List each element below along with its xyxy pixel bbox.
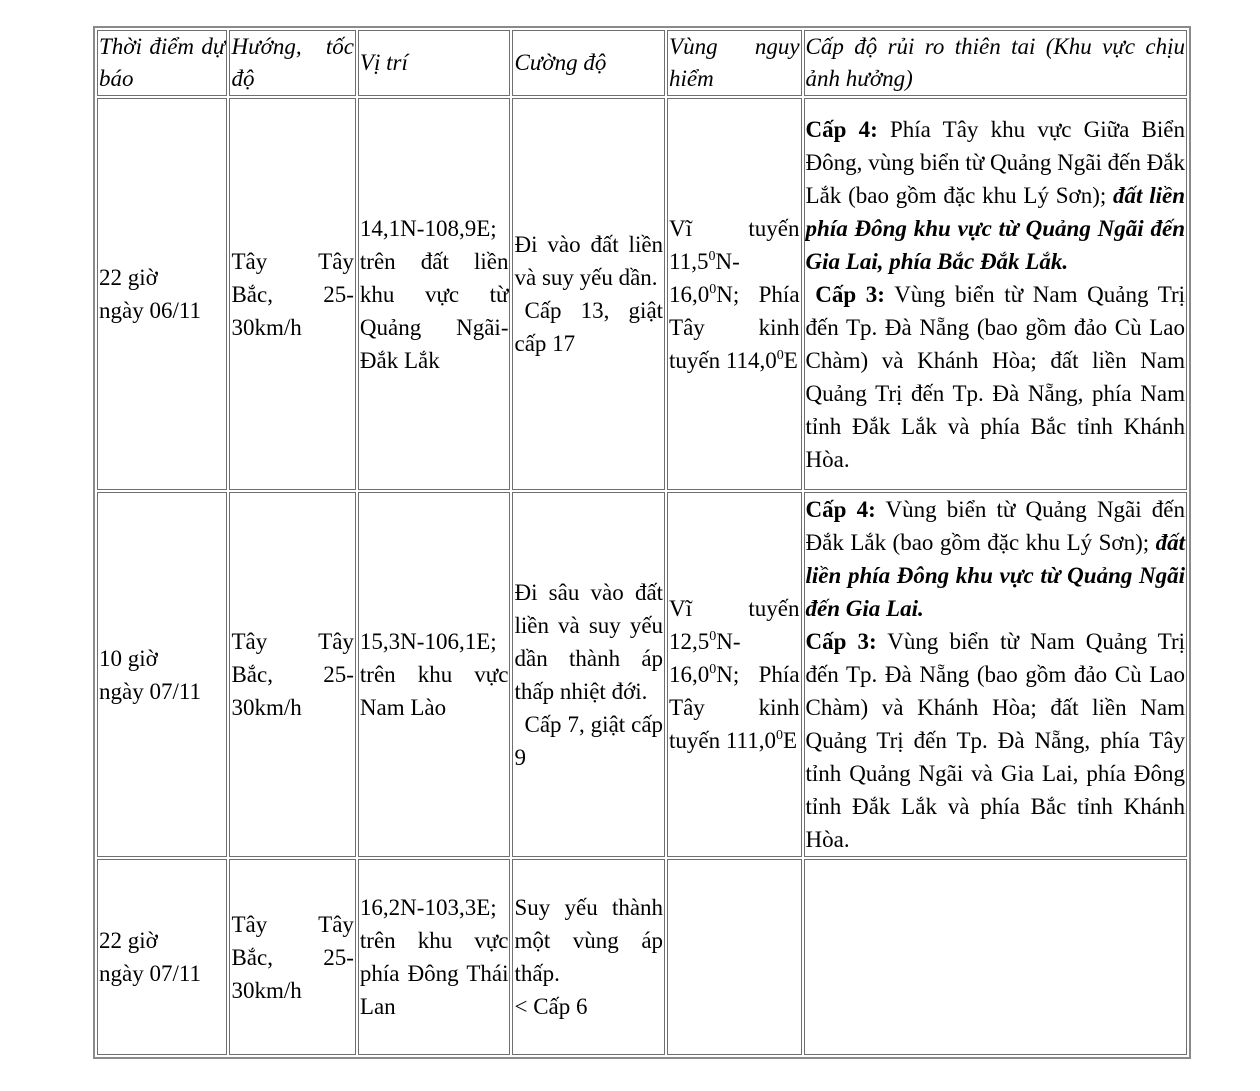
intensity-cell <box>512 492 665 857</box>
risk-level-4-emphasis: đất liền phía Đông khu vực từ Quảng Ngãi đến Gia Lai. <box>805 530 1185 621</box>
risk-level-4-label: Cấp 4: <box>805 116 878 142</box>
danger-zone-cell <box>667 98 801 490</box>
degree-sign: 0 <box>709 662 717 677</box>
intensity-description: Đi sâu vào đất liền và suy yếu dần thành áp thấp nhiệt đới. <box>514 579 664 704</box>
degree-sign: 0 <box>776 347 784 363</box>
danger-zone-text: N-16,0 <box>669 248 740 307</box>
risk-level-3-label: Cấp 3: <box>815 281 885 307</box>
risk-level-cell <box>804 98 1187 490</box>
risk-level-4-label: Cấp 4: <box>805 497 876 522</box>
forecast-time-hour: 10 giờ <box>99 645 158 671</box>
risk-level-4-text: Vùng biển từ Quảng Ngãi đến Đắk Lắk (bao gồm đặc khu Lý Sơn); <box>805 497 1186 555</box>
degree-sign: 0 <box>709 629 717 644</box>
danger-zone-text: N-16,0 <box>669 629 741 687</box>
danger-zone-cell <box>667 492 801 857</box>
direction-speed-cell: Tây Tây Bắc, 25-30km/h <box>229 859 355 1055</box>
direction-speed-cell: Tây Tây Bắc, 25-30km/h <box>229 98 355 490</box>
risk-level-4-text: Phía Tây khu vực Giữa Biển Đông, vùng biển từ Quảng Ngãi đến Đắk Lắk (bao gồm đặc khu Lý Sơn); <box>805 116 1185 208</box>
header-direction-speed: Hướng, tốc độ <box>229 30 355 96</box>
intensity-description: Suy yếu thành một vùng áp thấp. <box>514 895 664 986</box>
direction-speed-cell: Tây Tây Bắc, 25-30km/h <box>229 492 355 857</box>
danger-zone-text: N; Phía Tây kinh tuyến 114,0 <box>669 281 800 373</box>
degree-sign: 0 <box>775 728 783 743</box>
danger-zone-cell <box>667 859 801 1055</box>
storm-forecast-table <box>93 26 1191 1059</box>
intensity-cell <box>512 859 665 1055</box>
intensity-description: Đi vào đất liền và suy yếu dần. <box>514 232 664 290</box>
forecast-sheet <box>93 26 1191 1059</box>
risk-level-3-label: Cấp 3: <box>805 629 877 654</box>
position-cell: 14,1N-108,9E; trên đất liền khu vực từ Quảng Ngãi-Đắk Lắk <box>358 98 511 490</box>
header-forecast-time: Thời điểm dự báo <box>97 30 227 96</box>
header-risk-level: Cấp độ rủi ro thiên tai (Khu vực chịu ảnh hưởng) <box>804 30 1187 96</box>
forecast-time-date: ngày 07/11 <box>99 678 201 704</box>
table-row <box>97 492 1187 857</box>
risk-level-cell <box>804 492 1187 857</box>
header-position: Vị trí <box>358 30 511 96</box>
risk-level-4-emphasis: đất liền phía Đông khu vực từ Quảng Ngãi đến Gia Lai, phía Bắc Đắk Lắk. <box>805 182 1185 274</box>
danger-zone-text: N; Phía Tây kinh tuyến 111,0 <box>669 662 800 753</box>
position-cell: 16,2N-103,3E; trên khu vực phía Đông Thái Lan <box>358 859 511 1055</box>
danger-zone-text: E <box>783 347 798 373</box>
header-intensity: Cường độ <box>512 30 665 96</box>
risk-level-cell <box>804 859 1187 1055</box>
forecast-time-hour: 22 giờ <box>99 265 158 290</box>
danger-zone-text: Vĩ tuyến 12,5 <box>669 596 800 654</box>
position-cell: 15,3N-106,1E; trên khu vực Nam Lào <box>358 492 511 857</box>
table-header-row <box>97 30 1187 96</box>
intensity-level: Cấp 7, giật cấp 9 <box>514 711 664 770</box>
intensity-level: < Cấp 6 <box>514 994 588 1019</box>
forecast-time-hour: 22 giờ <box>99 928 158 953</box>
danger-zone-text: E <box>782 728 798 753</box>
intensity-level: Cấp 13, giật cấp 17 <box>514 298 664 356</box>
risk-level-3-text: Vùng biển từ Nam Quảng Trị đến Tp. Đà Nẵng (bao gồm đảo Cù Lao Chàm) và Khánh Hòa; đất liền Nam Quảng Trị đến Tp. Đà Nẵng, phía Nam tỉnh Đắk Lắk và phía Bắc tỉnh Khánh Hòa. <box>805 281 1185 472</box>
header-danger-zone: Vùng nguy hiểm <box>667 30 801 96</box>
forecast-time-cell <box>97 98 227 490</box>
intensity-cell <box>512 98 665 490</box>
forecast-time-cell <box>97 492 227 857</box>
table-row <box>97 859 1187 1055</box>
forecast-time-cell <box>97 859 227 1055</box>
danger-zone-text: Vĩ tuyến 11,5 <box>669 215 800 274</box>
degree-sign: 0 <box>708 248 716 264</box>
table-row <box>97 98 1187 490</box>
degree-sign: 0 <box>709 281 717 297</box>
forecast-time-date: ngày 07/11 <box>99 961 201 986</box>
risk-level-3-text: Vùng biển từ Nam Quảng Trị đến Tp. Đà Nẵng (bao gồm đảo Cù Lao Chàm) và Khánh Hòa; đất liền Nam Quảng Trị đến Tp. Đà Nẵng, phía Tây tỉnh Quảng Ngãi và Gia Lai, phía Đông tỉnh Đắk Lắk và phía Bắc tỉnh Khánh Hòa. <box>805 629 1186 852</box>
forecast-time-date: ngày 06/11 <box>99 298 201 323</box>
